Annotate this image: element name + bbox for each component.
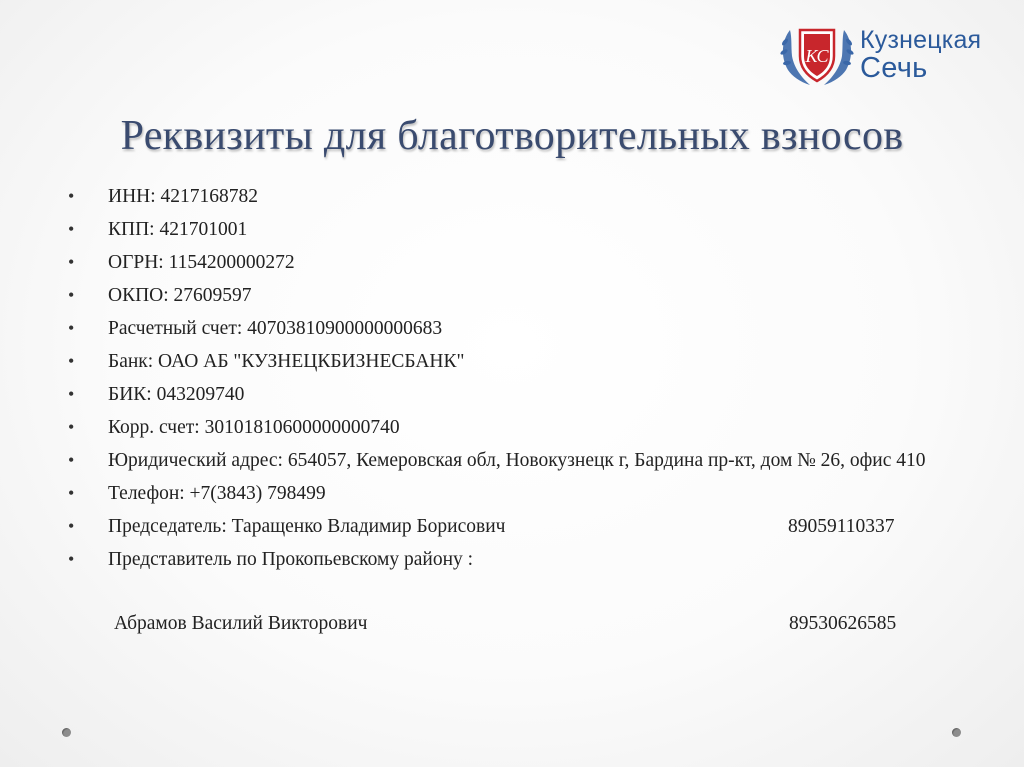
emblem-initials: КС [805,46,829,66]
logo-text [860,28,981,83]
item-text: ИНН: 4217168782 [108,186,259,207]
bullet-icon: • [68,285,75,305]
list-item [66,184,966,209]
list-item [66,382,966,407]
list-item [66,217,966,242]
logo-line2: Сечь [860,52,928,84]
bullet-icon: • [68,219,75,239]
item-text: Юридический адрес: 654057, Кемеровская обл, Новокузнецк г, Бардина пр-кт, дом № 26, офис 410 [108,450,926,471]
decorative-dot-right [952,728,961,737]
shield-laurel-icon [776,18,858,90]
item-text: Председатель: Таращенко Владимир Борисович [108,516,506,537]
item-text: ОКПО: 27609597 [108,285,252,306]
logo [776,18,1006,90]
list-item [66,250,966,275]
bullet-icon: • [68,549,75,569]
bullet-icon: • [68,516,75,536]
list-item [66,514,966,539]
bullet-icon: • [68,186,75,206]
item-text: КПП: 421701001 [108,219,248,240]
decorative-dot-left [62,728,71,737]
representative-line [114,611,934,636]
item-text: Корр. счет: 30101810600000000740 [108,417,400,438]
chairman-phone: 89059110337 [788,516,895,537]
bullet-icon: • [68,318,75,338]
item-text: Представитель по Прокопьевскому району : [108,549,474,570]
list-item [66,448,966,473]
list-item [66,316,966,341]
page-title: Реквизиты для благотворительных взносов [120,113,904,159]
list-item [66,415,966,440]
item-text: Телефон: +7(3843) 798499 [108,483,326,504]
item-text: Расчетный счет: 40703810900000000683 [108,318,443,339]
representative-phone: 89530626585 [789,613,897,634]
bullet-icon: • [68,417,75,437]
list-item [66,481,966,506]
bullet-icon: • [68,252,75,272]
list-item [66,349,966,374]
item-text: Банк: ОАО АБ "КУЗНЕЦКБИЗНЕСБАНК" [108,351,465,372]
logo-line1: Кузнецкая [860,26,982,54]
bullet-icon: • [68,450,75,470]
bullet-icon: • [68,384,75,404]
list-item [66,547,966,572]
bullet-icon: • [68,351,75,371]
item-text: ОГРН: 1154200000272 [108,252,295,273]
item-text: БИК: 043209740 [108,384,245,405]
list-item [66,283,966,308]
requisites-list [66,184,966,580]
bullet-icon: • [68,483,75,503]
representative-name: Абрамов Василий Викторович [114,613,368,634]
